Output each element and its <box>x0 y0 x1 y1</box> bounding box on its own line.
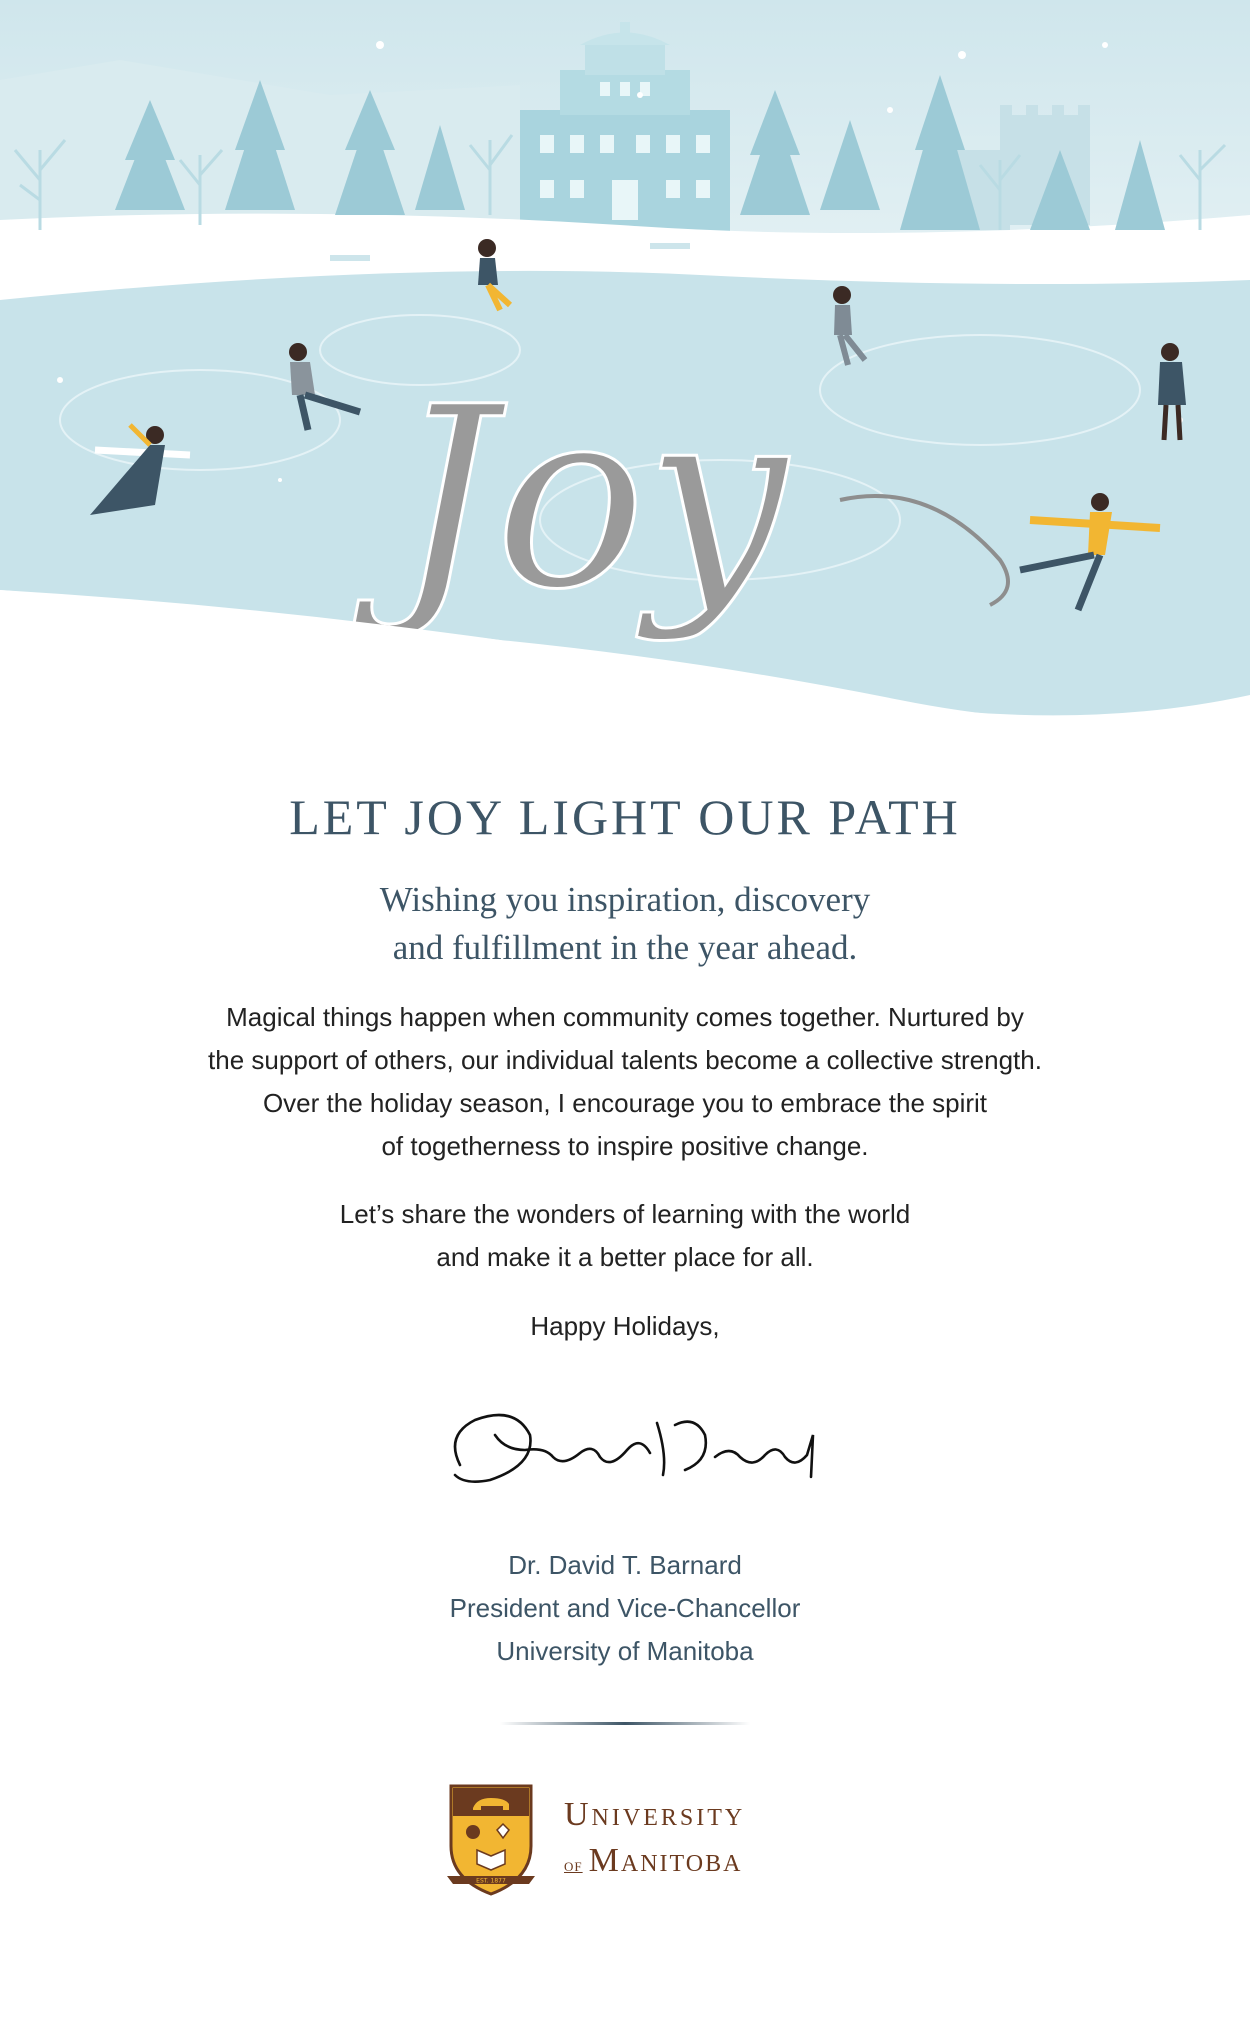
signatory-name: Dr. David T. Barnard <box>508 1550 742 1580</box>
university-crest-icon <box>447 1784 535 1896</box>
logo-manitoba: Manitoba <box>588 1842 743 1879</box>
message-paragraph <box>0 996 1250 1168</box>
page-heading: LET JOY LIGHT OUR PATH <box>289 789 961 845</box>
paragraph-line: of togetherness to inspire positive change. <box>381 1131 869 1161</box>
hero-illustration <box>0 0 1250 740</box>
signature-image <box>435 1395 835 1495</box>
logo-of: of <box>564 1855 583 1875</box>
logo-university: University <box>564 1796 746 1833</box>
svg-text:Joy: Joy <box>395 353 787 644</box>
paragraph-line: Over the holiday season, I encourage you to embrace the spirit <box>262 1088 988 1118</box>
paragraph-line: and make it a better place for all. <box>436 1242 814 1272</box>
message-paragraph <box>0 1193 1250 1279</box>
signatory-institution: University of Manitoba <box>496 1636 754 1666</box>
logo-wordmark-line1 <box>564 1796 745 1834</box>
subheading <box>0 876 1250 972</box>
logo-wordmark-line2 <box>564 1842 742 1880</box>
signatory-title: President and Vice-Chancellor <box>449 1593 801 1623</box>
paragraph-line: Let’s share the wonders of learning with the world <box>339 1199 911 1229</box>
subheading-line: Wishing you inspiration, discovery <box>379 880 871 919</box>
subheading-line: and fulfillment in the year ahead. <box>392 928 858 967</box>
signatory-block <box>0 1544 1250 1673</box>
svg-text:EST. 1877: EST. 1877 <box>476 1877 506 1885</box>
divider <box>500 1721 750 1727</box>
paragraph-line: the support of others, our individual talents become a collective strength. <box>208 1045 1042 1075</box>
closing-line: Happy Holidays, <box>530 1311 720 1341</box>
paragraph-line: Magical things happen when community comes together. Nurtured by <box>226 1002 1024 1032</box>
